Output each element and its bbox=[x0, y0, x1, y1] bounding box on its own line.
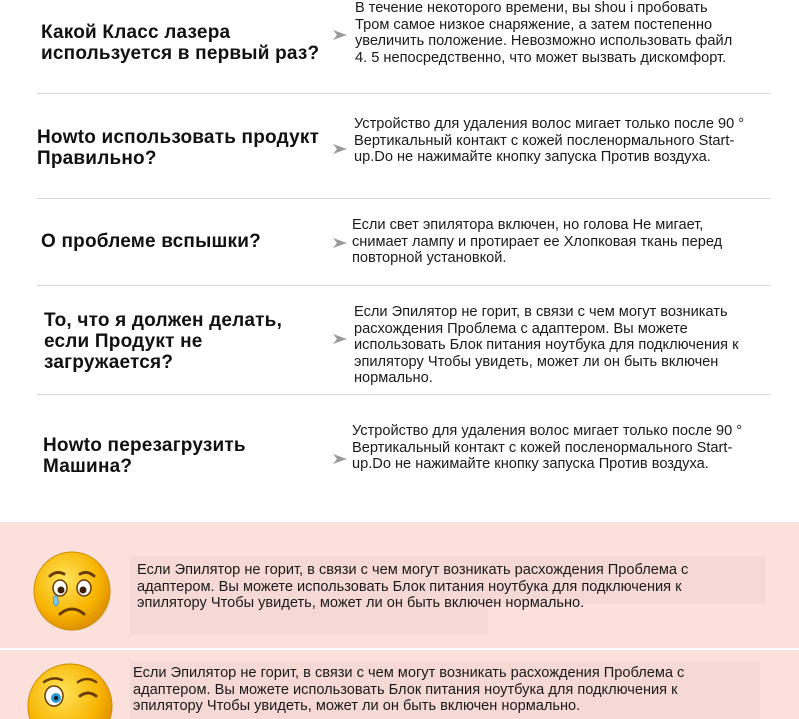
faq-question: Howto перезагрузить Машина? bbox=[43, 435, 246, 477]
divider bbox=[37, 394, 770, 395]
note-text: Если Эпилятор не горит, в связи с чем могут возникать расхождения Проблема с адаптером. Вы можете использовать Блок питания ноутбука для подключения к эпилятору Чтобы увидеть, может ли он быть включен нормально. bbox=[133, 665, 685, 715]
arrow-right-icon bbox=[333, 143, 347, 155]
arrow-right-icon bbox=[333, 237, 347, 249]
faq-answer: Если свет эпилятора включен, но голова Не мигает, снимает лампу и протирает ее Хлопковая ткань перед повторной установкой. bbox=[352, 217, 723, 267]
worried-face-icon bbox=[32, 550, 112, 632]
winking-face-icon bbox=[24, 660, 116, 719]
faq-answer: Если Эпилятор не горит, в связи с чем могут возникать расхождения Проблема с адаптером. Вы можете использовать Блок питания ноутбука для подключения к эпилятору Чтобы увидеть, может ли он быть включен нормально. bbox=[354, 304, 739, 387]
note-text: Если Эпилятор не горит, в связи с чем могут возникать расхождения Проблема с адаптером. Вы можете использовать Блок питания ноутбука для подключения к эпилятору Чтобы увидеть, может ли он быть включен нормально. bbox=[137, 562, 689, 612]
faq-answer: Устройство для удаления волос мигает только после 90 ° Вертикальный контакт с кожей посленормального Start-up.Do не нажимайте кнопку запуска Против воздуха. bbox=[354, 116, 745, 166]
faq-question: Какой Класс лазера используется в первый раз? bbox=[41, 22, 320, 64]
faq-answer: Устройство для удаления волос мигает только после 90 ° Вертикальный контакт с кожей посленормального Start-up.Do не нажимайте кнопку запуска Против воздуха. bbox=[352, 423, 743, 473]
divider bbox=[37, 198, 770, 199]
faq-question: О проблеме вспышки? bbox=[41, 231, 261, 252]
arrow-right-icon bbox=[333, 333, 347, 345]
divider bbox=[37, 93, 770, 94]
faq-question: То, что я должен делать, если Продукт не загружается? bbox=[44, 310, 283, 373]
divider bbox=[0, 648, 799, 650]
arrow-right-icon bbox=[333, 453, 347, 465]
arrow-right-icon bbox=[333, 29, 347, 41]
faq-question: Howto использовать продукт Правильно? bbox=[37, 127, 320, 169]
divider bbox=[37, 285, 770, 286]
faq-answer: В течение некоторого времени, вы shou i пробовать Тром самое низкое снаряжение, а затем постепенно увеличить положение. Невозможно использовать файл 4. 5 непосредственно, что может вызвать дискомфорт. bbox=[355, 0, 733, 66]
